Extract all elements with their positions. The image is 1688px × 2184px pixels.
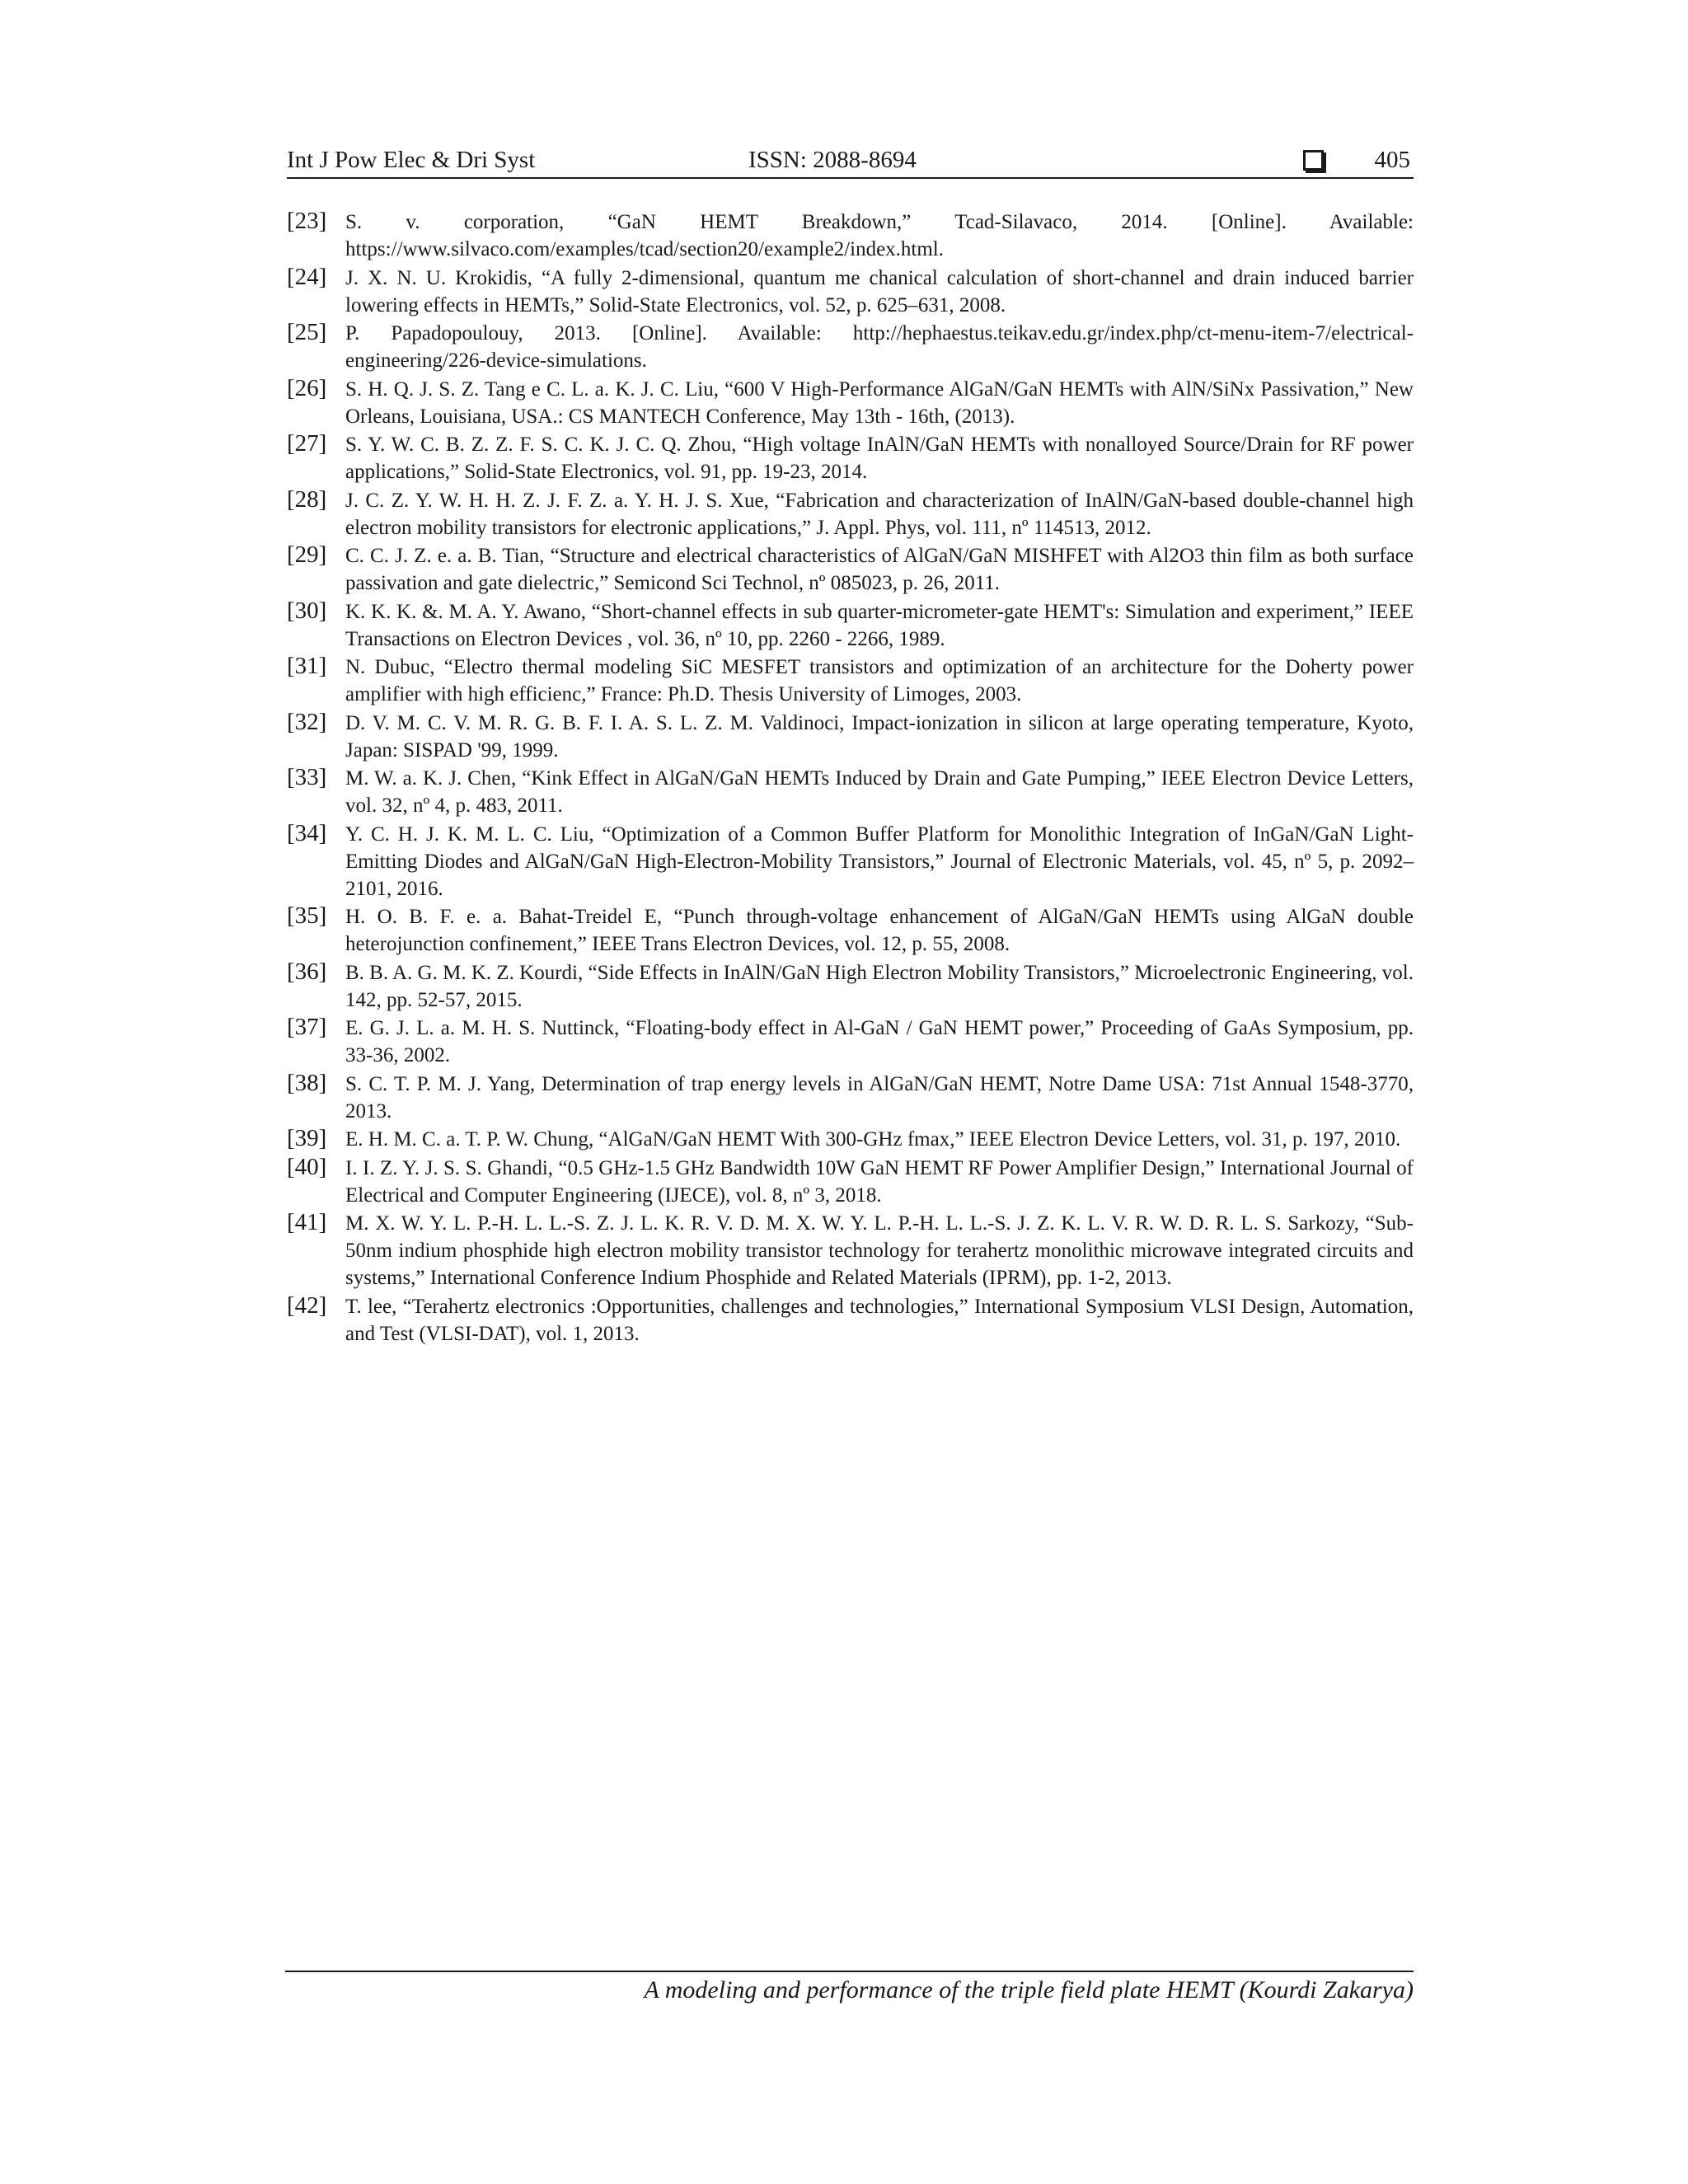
reference-text: D. V. M. C. V. M. R. G. B. F. I. A. S. L. Z. M. Valdinoci, Impact-ionization in silicon at large operating temperature, Kyoto, Japan: SISPAD '99, 1999. (345, 711, 1414, 762)
reference-item (287, 959, 1414, 1014)
reference-item (287, 821, 1414, 902)
reference-text: P. Papadopoulouy, 2013. [Online]. Available: http://hephaestus.teikav.edu.gr/index.php/ct-menu-item-7/electrical-engineering/226-device-simulations. (345, 322, 1414, 372)
reference-text: B. B. A. G. M. K. Z. Kourdi, “Side Effects in InAlN/GaN High Electron Mobility Transistors,” Microelectronic Engineering, vol. 142, pp. 52-57, 2015. (345, 961, 1414, 1011)
reference-number: [33] (287, 764, 327, 790)
reference-text: M. X. W. Y. L. P.-H. L. L.-S. Z. J. L. K. R. V. D. M. X. W. Y. L. P.-H. L. L.-S. J. Z. K. L. V. R. W. D. R. L. S. Sarkozy, “Sub-50nm indium phosphide high electron mobility transistor technology for terahertz monolithic microwave integrated circuits and systems,” International Conference Indium Phosphide and Related Materials (IPRM), pp. 1-2, 2013. (345, 1212, 1414, 1289)
page-header (287, 147, 1414, 180)
reference-item (287, 598, 1414, 653)
reference-text: Y. C. H. J. K. M. L. C. Liu, “Optimization of a Common Buffer Platform for Monolithic Integration of InGaN/GaN Light-Emitting Diodes and AlGaN/GaN High-Electron-Mobility Transistors,” Journal of Electronic Materials, vol. 45, nº 5, p. 2092–2101, 2016. (345, 823, 1414, 900)
reference-number: [34] (287, 819, 327, 846)
reference-item (287, 1155, 1414, 1209)
reference-number: [37] (287, 1014, 327, 1040)
reference-item (287, 654, 1414, 708)
reference-text: E. G. J. L. a. M. H. S. Nuttinck, “Floating-body effect in Al-GaN / GaN HEMT power,” Proceeding of GaAs Symposium, pp. 33-36, 2002. (345, 1017, 1414, 1066)
reference-item (287, 1015, 1414, 1069)
reference-text: K. K. K. &. M. A. Y. Awano, “Short-channel effects in sub quarter-micrometer-gate HEMT's: Simulation and experiment,” IEEE Transactions on Electron Devices , vol. 36, nº 10, pp. 2260 - 2266, 1989. (345, 600, 1414, 650)
reference-text: T. lee, “Terahertz electronics :Opportunities, challenges and technologies,” International Symposium VLSI Design, Automation, and Test (VLSI-DAT), vol. 1, 2013. (345, 1295, 1414, 1345)
reference-number: [40] (287, 1153, 327, 1180)
reference-text: S. Y. W. C. B. Z. Z. F. S. C. K. J. C. Q. Zhou, “High voltage InAlN/GaN HEMTs with nonalloyed Source/Drain for RF power applications,” Solid-State Electronics, vol. 91, pp. 19-23, 2014. (345, 434, 1414, 483)
reference-number: [24] (287, 263, 327, 290)
reference-list (287, 209, 1414, 1348)
reference-number: [26] (287, 374, 327, 401)
reference-text: S. H. Q. J. S. Z. Tang e C. L. a. K. J. C. Liu, “600 V High-Performance AlGaN/GaN HEMTs with AlN/SiNx Passivation,” New Orleans, Louisiana, USA.: CS MANTECH Conference, May 13th - 16th, (2013). (345, 377, 1414, 428)
reference-number: [29] (287, 541, 327, 568)
reference-text: S. v. corporation, “GaN HEMT Breakdown,” Tcad-Silavaco, 2014. [Online]. Available: https://www.silvaco.com/examples/tcad/section20/example2/index.html. (345, 211, 1414, 260)
reference-item (287, 376, 1414, 430)
running-title: A modeling and performance of the triple field plate HEMT (Kourdi Zakarya) (644, 1976, 1414, 2004)
reference-item (287, 431, 1414, 485)
reference-number: [38] (287, 1069, 327, 1096)
reference-number: [32] (287, 708, 327, 735)
reference-item (287, 765, 1414, 819)
reference-number: [39] (287, 1125, 327, 1151)
reference-text: I. I. Z. Y. J. S. S. Ghandi, “0.5 GHz-1.5 GHz Bandwidth 10W GaN HEMT RF Power Amplifier Design,” International Journal of Electrical and Computer Engineering (IJECE), vol. 8, nº 3, 2018. (345, 1156, 1414, 1207)
reference-number: [25] (287, 319, 327, 345)
footer-divider (285, 1971, 1414, 1972)
reference-text: H. O. B. F. e. a. Bahat-Treidel E, “Punch through-voltage enhancement of AlGaN/GaN HEMTs using AlGaN double heterojunction confinement,” IEEE Trans Electron Devices, vol. 12, p. 55, 2008. (345, 906, 1414, 955)
reference-item (287, 1293, 1414, 1347)
page-number: 405 (1374, 147, 1410, 173)
reference-item (287, 320, 1414, 374)
reference-number: [28] (287, 485, 327, 513)
reference-text: E. H. M. C. a. T. P. W. Chung, “AlGaN/GaN HEMT With 300-GHz fmax,” IEEE Electron Device Letters, vol. 31, p. 197, 2010. (345, 1128, 1401, 1151)
reference-item (287, 1126, 1414, 1153)
reference-text: N. Dubuc, “Electro thermal modeling SiC MESFET transistors and optimization of an architecture for the Doherty power amplifier with high efficienc,” France: Ph.D. Thesis University of Limoges, 2003. (345, 656, 1414, 705)
reference-item (287, 542, 1414, 597)
reference-number: [35] (287, 902, 327, 929)
reference-item (287, 710, 1414, 764)
square-bullet-icon (1303, 150, 1324, 171)
reference-number: [41] (287, 1209, 327, 1235)
header-divider (287, 177, 1414, 179)
reference-item (287, 1071, 1414, 1125)
reference-number: [23] (287, 208, 327, 234)
reference-text: J. C. Z. Y. W. H. H. Z. J. F. Z. a. Y. H. J. S. Xue, “Fabrication and characterization of InAlN/GaN-based double-channel high electron mobility transistors for electronic applications,” J. Appl. Phys, vol. 111, nº 114513, 2012. (345, 489, 1414, 539)
reference-text: M. W. a. K. J. Chen, “Kink Effect in AlGaN/GaN HEMTs Induced by Drain and Gate Pumping,” IEEE Electron Device Letters, vol. 32, nº 4, p. 483, 2011. (345, 767, 1414, 817)
reference-number: [30] (287, 597, 327, 624)
reference-number: [36] (287, 958, 327, 985)
reference-item (287, 487, 1414, 541)
reference-number: [31] (287, 653, 327, 679)
reference-number: [27] (287, 430, 327, 457)
reference-text: C. C. J. Z. e. a. B. Tian, “Structure and electrical characteristics of AlGaN/GaN MISHFET with Al2O3 thin film as both surface passivation and gate dielectric,” Semicond Sci Technol, nº 085023, p. 26, 2011. (345, 545, 1414, 594)
issn: ISSN: 2088-8694 (748, 147, 917, 173)
reference-number: [42] (287, 1291, 327, 1319)
reference-item (287, 209, 1414, 263)
reference-text: J. X. N. U. Krokidis, “A fully 2-dimensional, quantum me chanical calculation of short-channel and drain induced barrier lowering effects in HEMTs,” Solid-State Electronics, vol. 52, p. 625–631, 2008. (345, 266, 1414, 316)
journal-name: Int J Pow Elec & Dri Syst (287, 147, 536, 173)
reference-item (287, 1210, 1414, 1291)
reference-item (287, 265, 1414, 319)
reference-item (287, 903, 1414, 958)
reference-text: S. C. T. P. M. J. Yang, Determination of trap energy levels in AlGaN/GaN HEMT, Notre Dame USA: 71st Annual 1548-3770, 2013. (345, 1072, 1414, 1122)
